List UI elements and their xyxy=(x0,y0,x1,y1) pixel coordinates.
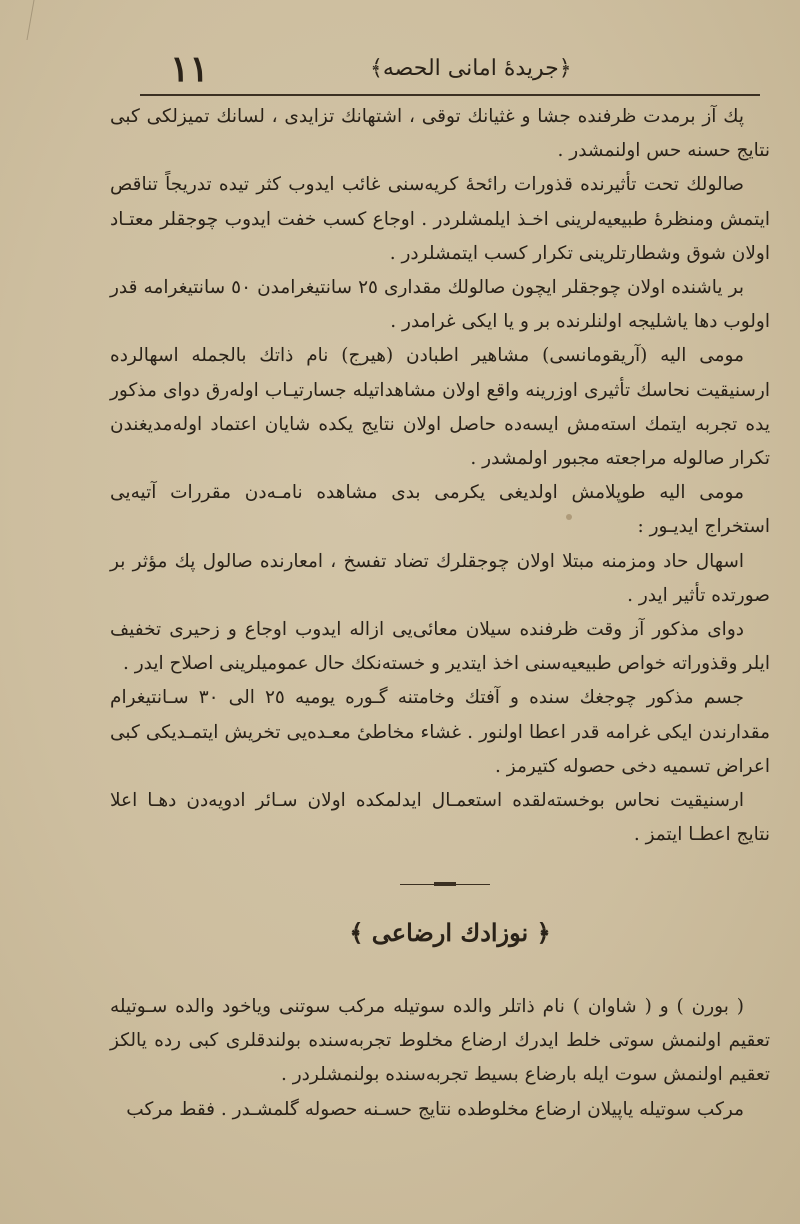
paragraph: جسم مذكور چوجغك سنده و آفتك وخامتنه گـوره يوميه ٢٥ الى ٣٠ سـانتيغرام مقدارندن ايكى غرامه قدر اعطا اولنور . غشاء مخاطىٔ معـده‌يى تخريش ايتمـديكى كبى اعراض تسميه دخى حصوله كتيرمز . xyxy=(110,687,770,777)
paragraph: بر ياشنده اولان چوجقلر ايچون صالولك مقدارى ٢٥ سانتيغرامدن ٥٠ سانتيغرامه قدر اولوب دها ياشليجه اولنلرنده بر و يا ايكى غرامدر . xyxy=(110,277,770,333)
header-rule xyxy=(140,94,760,96)
paragraph: ارسنيقيت نحاس بوخسته‌لقده استعمـال ايدلمكده اولان سـائر ادويەدن دهـا اعلا نتايج اعطـا ايتمز . xyxy=(110,790,770,846)
paragraph: صالولك تحت تأثيرنده قذورات رائحهٔ كريه‌سنى غائب ايدوب كثر تيده تدريجاً تناقص ايتمش ومنظرهٔ طبيعيه‌لرينى اخـذ ايلمشلردر . اوجاع كسب خفت ايدوب چوجقلر معتـاد اولان شوق وشطارتلرينى تكرار كسب ايتمشلردر . xyxy=(110,174,770,264)
article-body xyxy=(110,100,770,852)
page-number: ١١ xyxy=(170,48,209,90)
paragraph: مومى اليه طوپلامش اولديغى يكرمى بدى مشاهده نامـەدن مقررات آتيه‌يى استخراج ايديـور : xyxy=(110,482,770,538)
section-body xyxy=(110,990,770,1127)
paragraph: اسهال حاد ومزمنه مبتلا اولان چوجقلرك تضاد تفسخ ، امعارنده صالول پك مؤثر بر صورتده تأثير ايدر . xyxy=(110,550,770,606)
paragraph: مومى اليه (آريقومانسى) مشاهير اطبادن (هيرج) نام ذاتك بالجمله اسهالرده ارسنيقيت نحاسك تأثيرى اوزرينه واقع اولان مشاهداتيله جسارتيـاب اولەرق دواى مذكور يده تجربه ايتمك استەمش ايسەده حاصل اولان نتايج يكده شايان اعتماد اولەمديغندن تكرار صالوله مراجعته مجبور اولمشدر . xyxy=(110,345,770,470)
paragraph: مركب سوتيله ياپيلان ارضاع مخلوطده نتايج حسـنه حصوله گلمشـدر . فقط مركب xyxy=(126,1098,744,1120)
paragraph: پك آز برمدت ظرفنده جشا و غثيانك توقى ، اشتهانك تزايدى ، لسانك تميزلكى كبى نتايج حسنه حس اولنمشدر . xyxy=(110,106,770,162)
page-fold-mark xyxy=(2,0,34,40)
paragraph: دواى مذكور آز وقت ظرفنده سيلان معائى‌يى ازاله ايدوب اوجاع و زحيرى تخفيف ايلر وقذوراته خواص طبيعيه‌سنى اخذ ايتدير و خستەنكك حال عموميلرينى اصلاح ايدر . xyxy=(110,619,770,675)
section-title: ﴿ نوزادك ارضاعى ﴾ xyxy=(349,918,551,947)
paper-speck xyxy=(566,514,572,520)
running-head: ﴿جريدهٔ امانی الحصه﴾ xyxy=(370,56,572,81)
page-header xyxy=(160,48,720,94)
section-divider xyxy=(400,884,490,885)
paragraph: ( بورن ) و ( شاوان ) نام ذاتلر والده سوتيله مركب سوتنى وياخود والده سـوتيله تعقيم اولنمش سوتى خلط ايدرك ارضاع مخلوط تجربه‌سنده بولندقلرى كبى رده يالكز تعقيم اولنمش سوت ايله بارضاع بسيط تجربه‌سنده بولنمشلردر . xyxy=(110,996,770,1086)
